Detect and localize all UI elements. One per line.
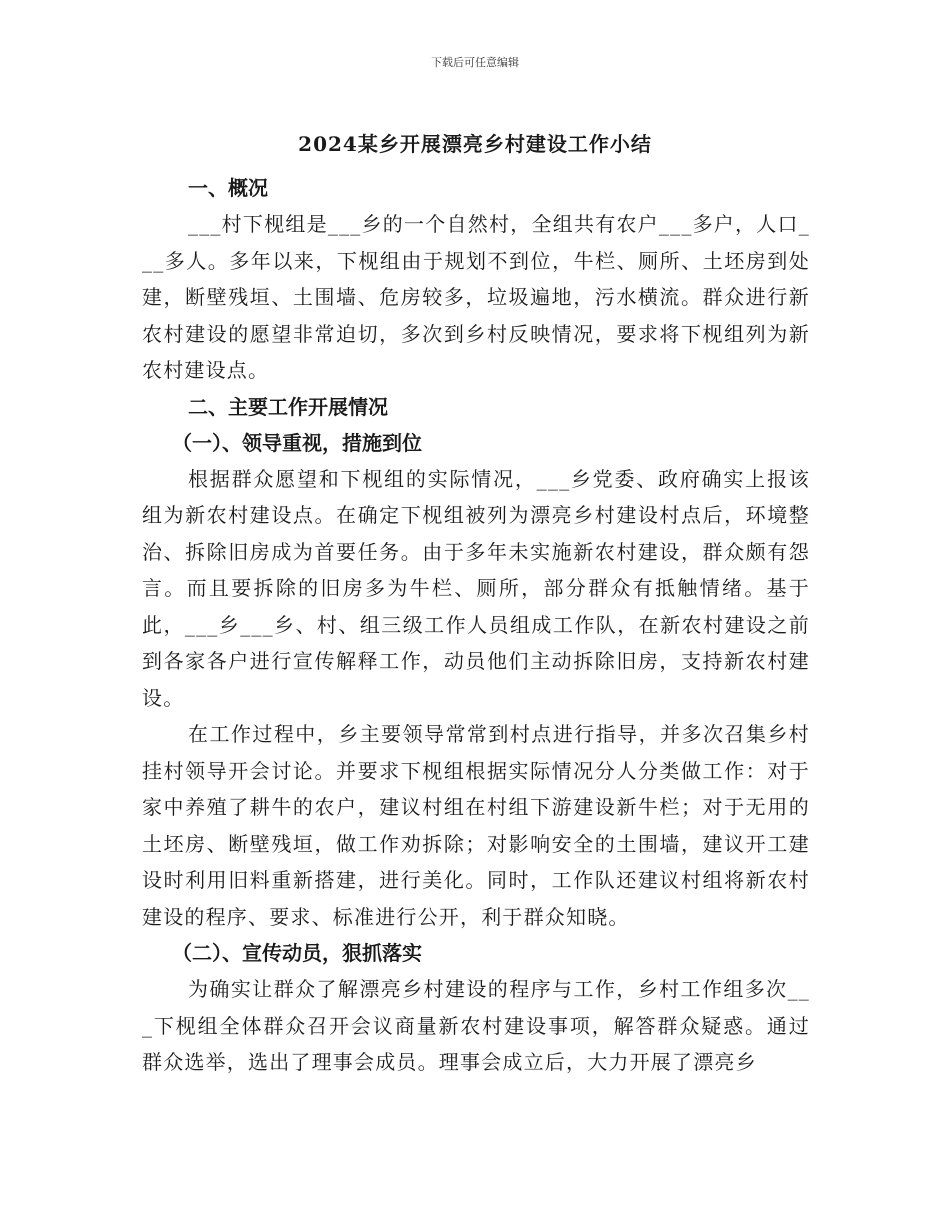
section-heading-overview: 一、概况: [188, 176, 268, 200]
subsection-heading-leadership: （一）、领导重视，措施到位: [172, 430, 422, 455]
paragraph-leadership-1: 根据群众愿望和下枧组的实际情况，___乡党委、政府确实上报该组为新农村建设点。在确定下枧组被列为漂亮乡村建设村点后，环境整治、拆除旧房成为首要任务。由于多年未实施新农村建设，群众颇有怨言。而且要拆除的旧房多为牛栏、厕所，部分群众有抵触情绪。基于此，___乡___乡、村、组三级工作人员组成工作队，在新农村建设之前到各家各户进行宣传解释工作，动员他们主动拆除旧房，支持新农村建设。: [142, 466, 810, 710]
document-title: 2024某乡开展漂亮乡村建设工作小结: [298, 132, 652, 156]
section-heading-main-work: 二、主要工作开展情况: [188, 394, 388, 419]
document-body: [142, 170, 810, 1081]
header-note: 下载后可任意编辑: [431, 56, 519, 69]
paragraph-leadership-2: 在工作过程中，乡主要领导常常到村点进行指导，并多次召集乡村挂村领导开会讨论。并要求下枧组根据实际情况分人分类做工作：对于家中养殖了耕牛的农户，建议村组在村组下游建设新牛栏；对于无用的土坯房、断壁残垣，做工作劝拆除；对影响安全的土围墙，建议开工建设时利用旧料重新搭建，进行美化。同时，工作队还建议村组将新农村建设的程序、要求、标准进行公开，利于群众知晓。: [142, 722, 810, 929]
paragraph-overview: ___村下枧组是___乡的一个自然村，全组共有农户___多户，人口___多人。多年以来，下枧组由于规划不到位，牛栏、厕所、土坯房到处建，断壁残垣、土围墙、危房较多，垃圾遍地，污水横流。群众进行新农村建设的愿望非常迫切，多次到乡村反映情况，要求将下枧组列为新农村建设点。: [142, 212, 810, 382]
subsection-heading-mobilization: （二）、宣传动员，狠抓落实: [172, 941, 422, 965]
paragraph-mobilization: 为确实让群众了解漂亮乡村建设的程序与工作，乡村工作组多次___下枧组全体群众召开会议商量新农村建设事项，解答群众疑惑。通过群众选举，选出了理事会成员。理事会成立后，大力开展了漂亮乡: [142, 977, 810, 1074]
